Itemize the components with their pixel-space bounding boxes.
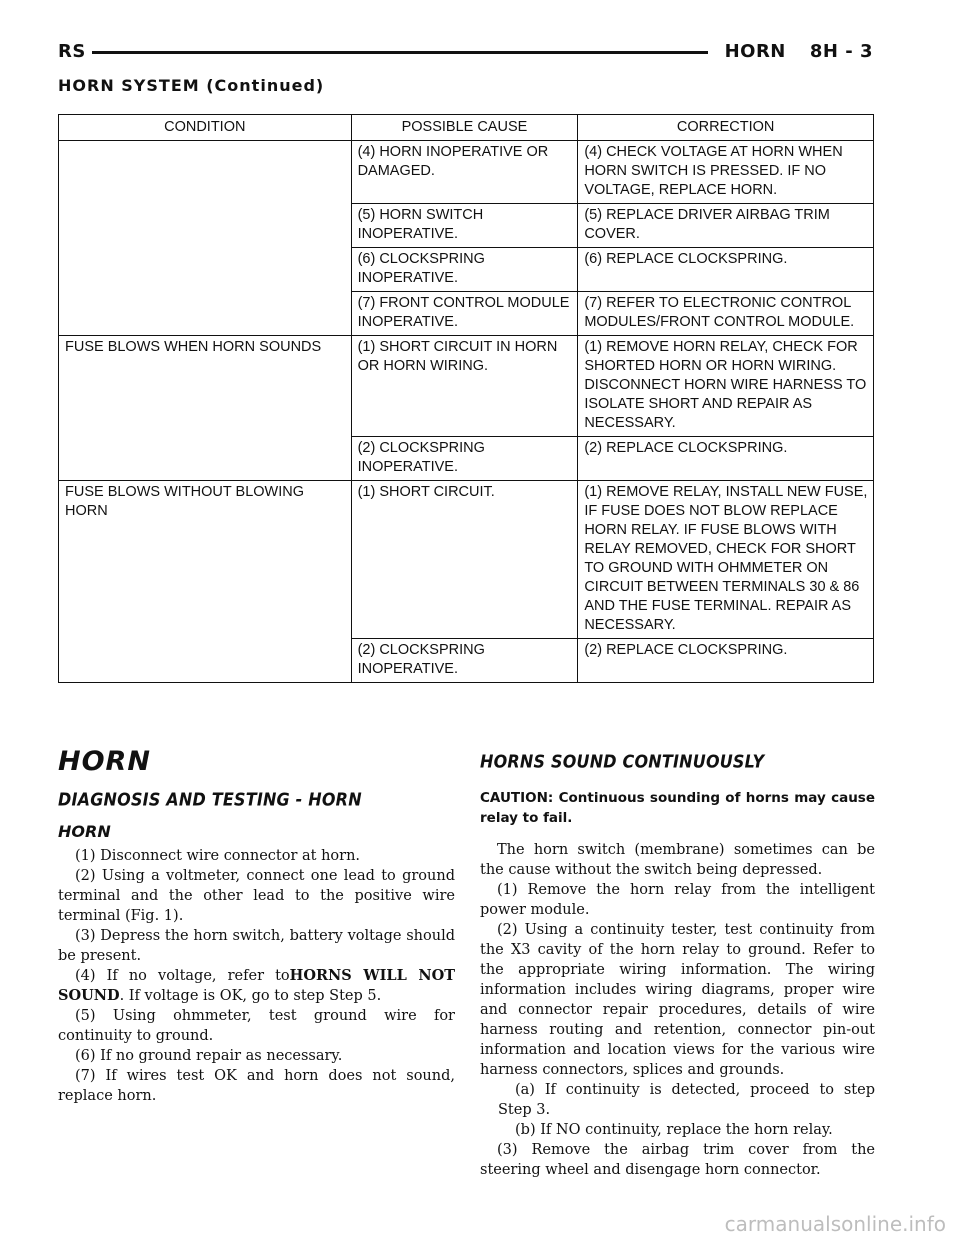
correction-cell: (7) REFER TO ELECTRONIC CONTROL MODULES/FRONT CONTROL MODULE. [578,292,874,336]
step-6: (6) If no ground repair as necessary. [75,1048,343,1064]
right-step-1: (1) Remove the horn relay from the intelligent power module. [480,882,875,918]
table-row [59,204,874,248]
header-cause: POSSIBLE CAUSE [351,115,578,141]
cause-cell: (1) SHORT CIRCUIT. [351,481,578,639]
table-row [59,141,874,204]
header-section: HORN [724,41,786,62]
table-row [59,437,874,481]
correction-cell: (1) REMOVE HORN RELAY, CHECK FOR SHORTED HORN OR HORN WIRING. DISCONNECT HORN WIRE HARNESS TO ISOLATE SHORT AND REPAIR AS NECESSARY. [578,336,874,437]
table-row [59,292,874,336]
correction-cell: (6) REPLACE CLOCKSPRING. [578,248,874,292]
right-substep-b: (b) If NO continuity, replace the horn relay. [515,1122,833,1138]
cause-cell: (1) SHORT CIRCUIT IN HORN OR HORN WIRING. [351,336,578,437]
cause-cell: (6) CLOCKSPRING INOPERATIVE. [351,248,578,292]
table-row [59,248,874,292]
step-3: (3) Depress the horn switch, battery voltage should be present. [58,928,455,964]
header-condition: CONDITION [59,115,352,141]
caution-note: CAUTION: Continuous sounding of horns may cause relay to fail. [480,790,875,826]
right-section-title: HORNS SOUND CONTINUOUSLY [480,751,765,772]
header-rule [92,51,708,54]
cause-cell: (2) CLOCKSPRING INOPERATIVE. [351,437,578,481]
section-subtitle: DIAGNOSIS AND TESTING - HORN [58,789,362,810]
step-4 [58,966,455,1006]
step-1: (1) Disconnect wire connector at horn. [75,848,361,864]
left-column [58,746,455,1106]
correction-cell: (2) REPLACE CLOCKSPRING. [578,639,874,683]
correction-cell: (2) REPLACE CLOCKSPRING. [578,437,874,481]
cause-cell: (2) CLOCKSPRING INOPERATIVE. [351,639,578,683]
condition-cell: FUSE BLOWS WITHOUT BLOWING HORN [59,481,352,639]
step-2: (2) Using a voltmeter, connect one lead to ground terminal and the other lead to the positive wire terminal (Fig. 1). [58,868,455,924]
step-5: (5) Using ohmmeter, test ground wire for continuity to ground. [58,1008,455,1044]
section-title: HORN [58,746,151,777]
horns-will-not-sound-ref: HORNS WILL NOT SOUND [58,967,455,1004]
step-4-text: (4) If no voltage, refer to [75,968,290,984]
condition-cell [59,141,352,204]
correction-cell: (4) CHECK VOLTAGE AT HORN WHEN HORN SWITCH IS PRESSED. IF NO VOLTAGE, REPLACE HORN. [578,141,874,204]
header-right [725,41,873,62]
table-row [59,639,874,683]
correction-cell: (5) REPLACE DRIVER AIRBAG TRIM COVER. [578,204,874,248]
step-7: (7) If wires test OK and horn does not sound, replace horn. [58,1068,455,1104]
right-column [480,752,875,1180]
header-page: 8H - 3 [809,41,873,62]
table-row [59,481,874,639]
header-left: RS [58,41,86,62]
intro-paragraph: The horn switch (membrane) sometimes can be the cause without the switch being depressed. [480,842,875,878]
diagnosis-table [58,114,874,683]
right-step-2: (2) Using a continuity tester, test continuity from the X3 cavity of the horn relay to ground. Refer to the appropriate wiring information. The wiring information includes wiring diagrams, proper wire and connector repair procedures, details of wire harness routing and retention, connector pin-out information and location views for the various wire harness connectors, splices and grounds. [480,922,875,1078]
condition-cell [59,437,352,481]
table-row [59,336,874,437]
condition-cell [59,204,352,248]
table-header-row [59,115,874,141]
continued-title: HORN SYSTEM (Continued) [58,76,325,95]
step-4-tail: . If voltage is OK, go to step Step 5. [119,988,382,1004]
condition-cell: FUSE BLOWS WHEN HORN SOUNDS [59,336,352,437]
condition-cell [59,639,352,683]
header-correction: CORRECTION [578,115,874,141]
subsection-heading: HORN [58,822,111,841]
condition-cell [59,248,352,292]
cause-cell: (7) FRONT CONTROL MODULE INOPERATIVE. [351,292,578,336]
page-header [58,41,873,77]
cause-cell: (5) HORN SWITCH INOPERATIVE. [351,204,578,248]
condition-cell [59,292,352,336]
correction-cell: (1) REMOVE RELAY, INSTALL NEW FUSE, IF FUSE DOES NOT BLOW REPLACE HORN RELAY. IF FUSE BLOWS WITH RELAY REMOVED, CHECK FOR SHORT TO GROUND WITH OHMMETER ON CIRCUIT BETWEEN TERMINALS 30 & 86 AND THE FUSE TERMINAL. REPAIR AS NECESSARY. [578,481,874,639]
right-step-3: (3) Remove the airbag trim cover from the steering wheel and disengage horn connector. [480,1142,875,1178]
cause-cell: (4) HORN INOPERATIVE OR DAMAGED. [351,141,578,204]
watermark: carmanualsonline.info [724,1212,946,1236]
right-substep-a: (a) If continuity is detected, proceed to step Step 3. [498,1082,875,1118]
